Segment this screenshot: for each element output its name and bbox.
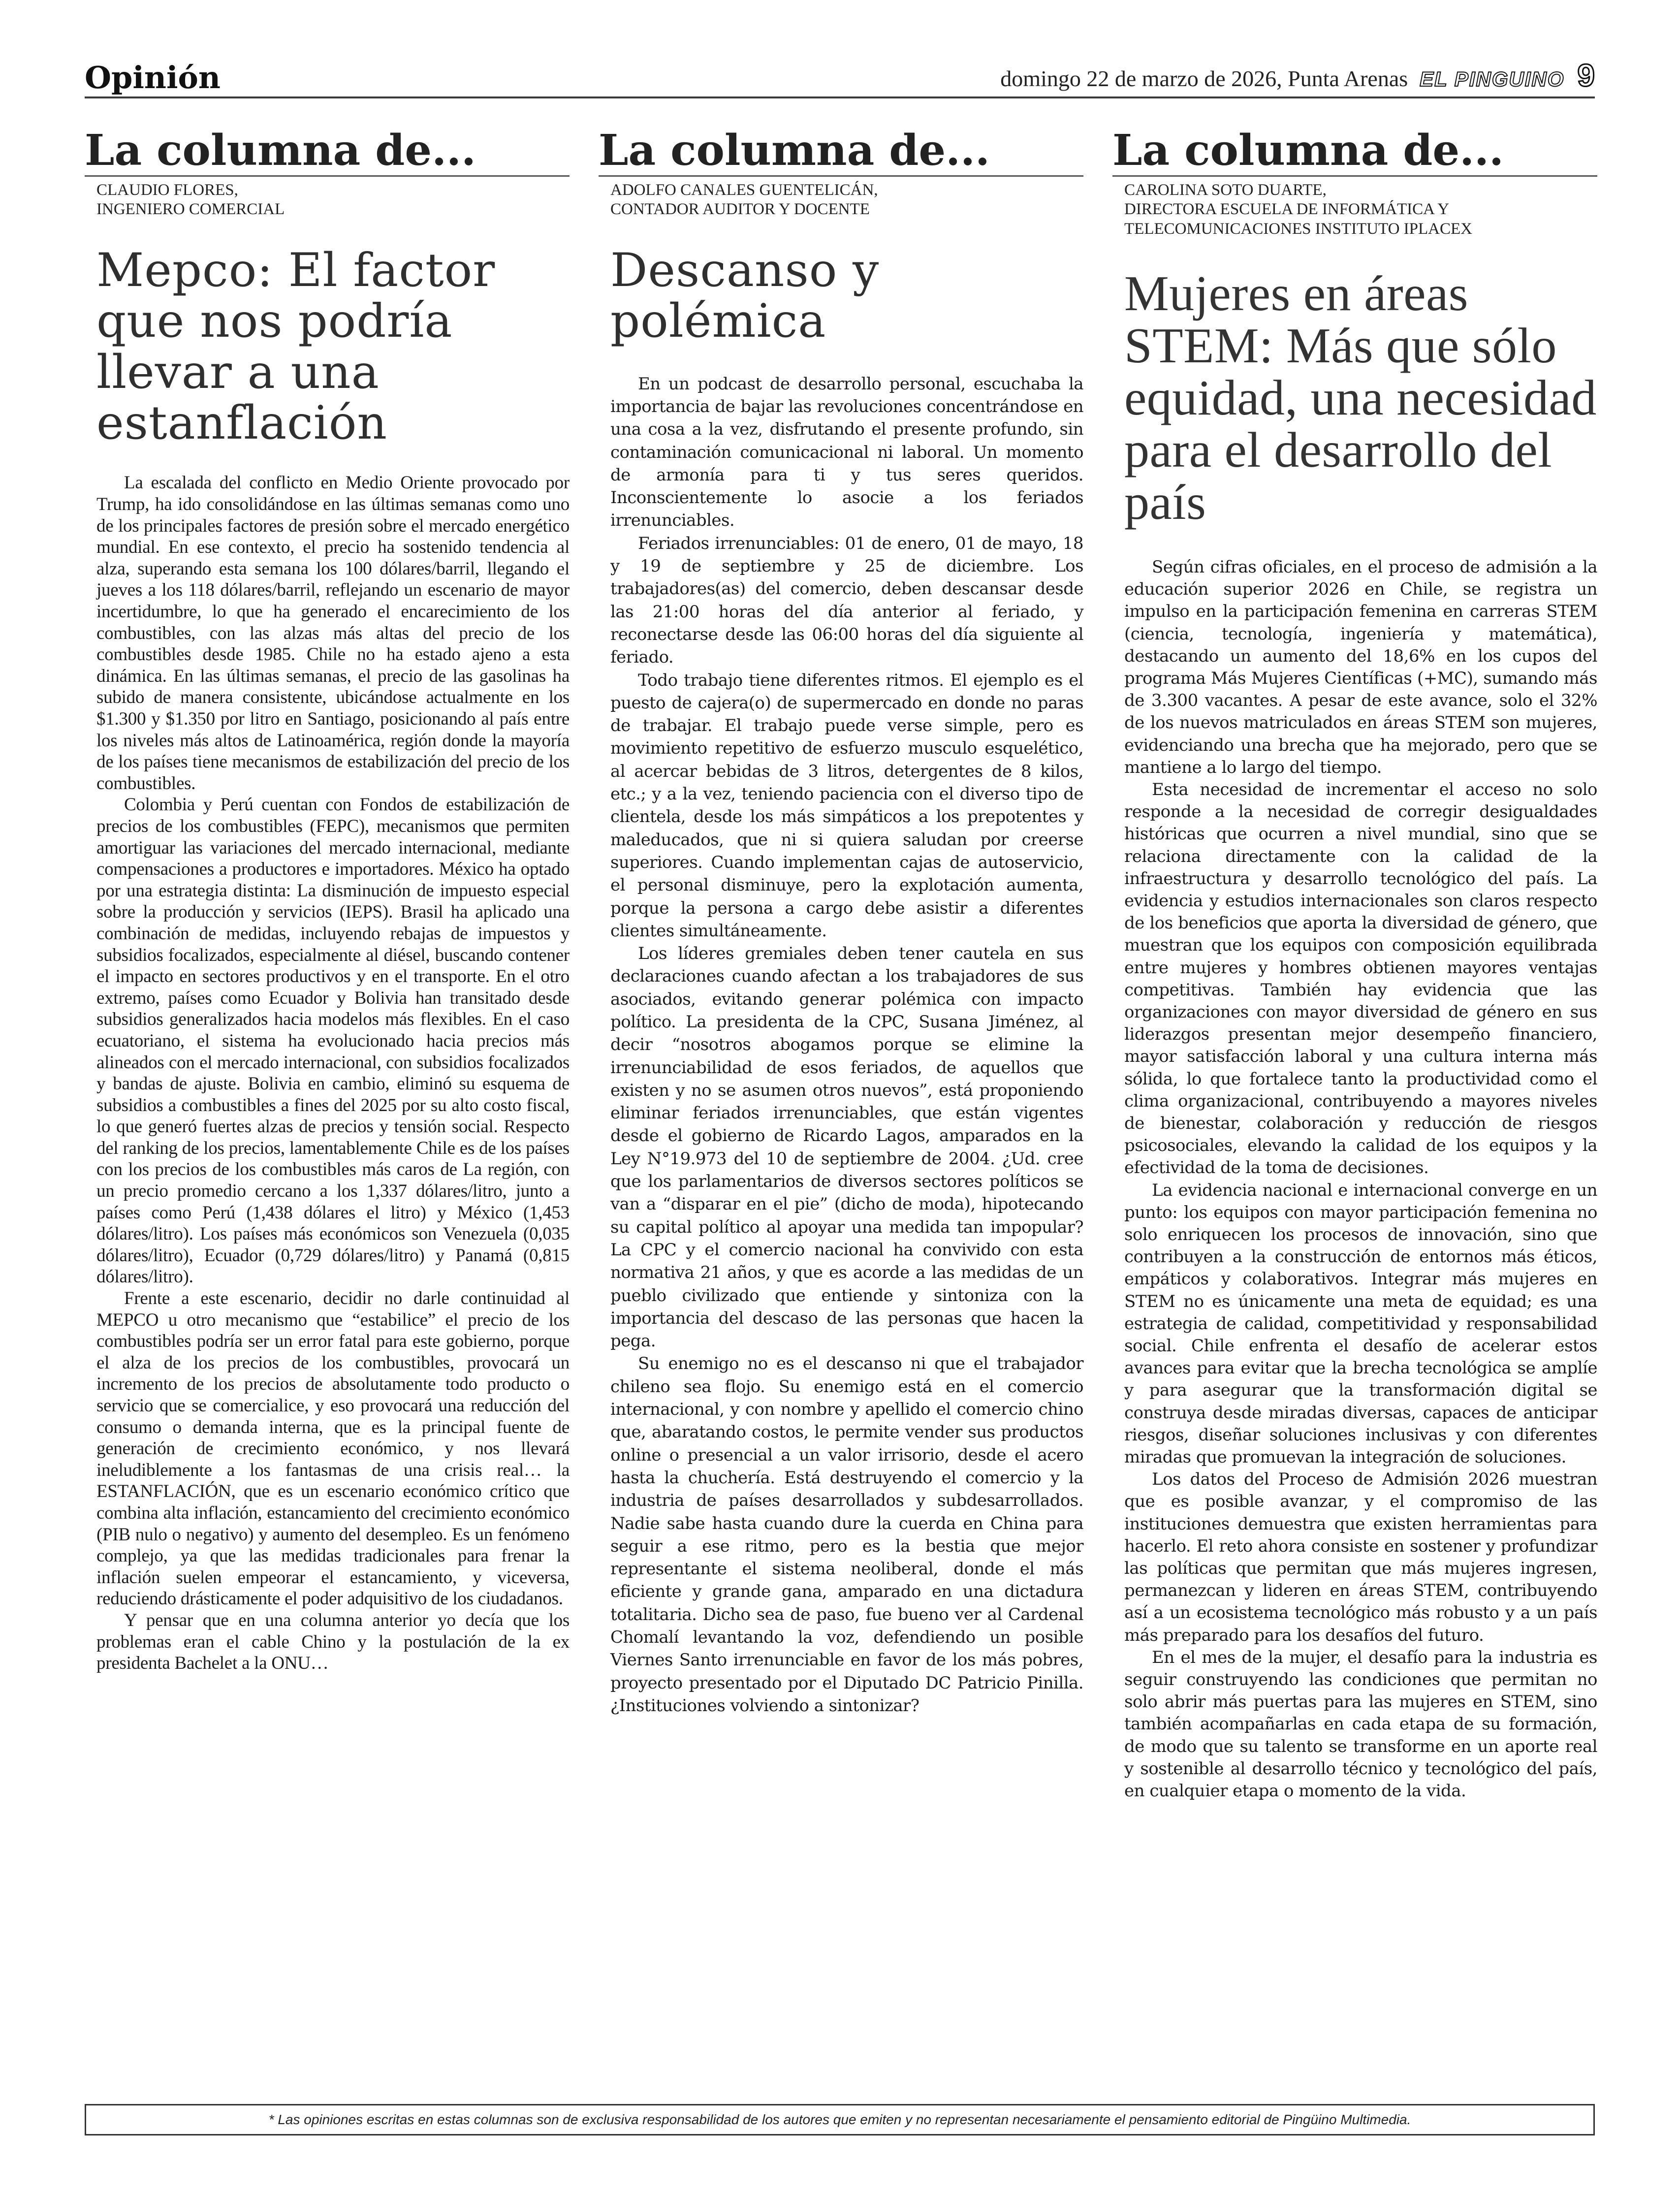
- column-heading: La columna de...: [85, 129, 570, 177]
- column-title: Mepco: El factor que nos podría llevar a una estanflación: [96, 243, 496, 450]
- page-number: 9: [1577, 58, 1595, 93]
- paragraph: Feriados irrenunciables: 01 de enero, 01 de mayo, 18 y 19 de septiembre y 25 de diciembre. Los trabajadores(as) del comercio, deben descansar desde las 21:00 horas del día anterior al feriado, y reconectarse desde las 06:00 horas del día siguiente al feriado.: [610, 533, 1083, 668]
- page-header: [85, 58, 1595, 98]
- paragraph: Colombia y Perú cuentan con Fondos de estabilización de precios de los combustibles (FEPC), mecanismos que permiten amortiguar las variaciones del mercado internacional, mediante compensaciones a productores e importadores. México ha optado por una estrategia distinta: La disminución de impuesto especial sobre la producción y servicios (IEPS). Brasil ha aplicado una combinación de medidas, incluyendo rebajas de impuestos y subsidios focalizados, especialmente al diésel, buscando contener el impacto en sectores productivos y en el transporte. En el otro extremo, países como Ecuador y Bolivia han transitado desde subsidios generalizados hacia modelos más flexibles. En el caso ecuatoriano, el sistema ha evolucionado hacia precios más alineados con el mercado internacional, con subsidios focalizados y bandas de ajuste. Bolivia en cambio, eliminó su esquema de subsidios a combustibles a fines del 2025 por su alto costo fiscal, lo que generó fuertes alzas de precios y tensión social. Respecto del ranking de los precios, lamentablemente Chile es de los países con los precios de los combustibles más caros de La región, con un precio promedio cercano a los 1,337 dólares/litro, junto a países como Perú (1,438 dólares el litro) y México (1,453 dólares/litro). Los países más económicos son Venezuela (0,035 dólares/litro), Ecuador (0,729 dólares/litro) y Panamá (0,815 dólares/litro).: [96, 795, 570, 1287]
- opinion-column-canales: [599, 126, 1083, 1717]
- author-name: ADOLFO CANALES GUENTELICÁN,: [610, 181, 878, 199]
- newspaper-logo: EL PINGUINO: [1420, 67, 1565, 91]
- opinion-column-soto: [1112, 126, 1597, 1802]
- author-role: INGENIERO COMERCIAL: [96, 200, 285, 219]
- paragraph: Frente a este escenario, decidir no darle continuidad al MEPCO u otro mecanismo que “estabilice” el precio de los combustibles podría ser un error fatal para este gobierno, porque el alza de los precios de los combustibles, provocará un incremento de los precios de absolutamente todo producto o servicio que se comercialice, y eso provocará una reducción del consumo o demanda interna, que es la principal fuente de generación de crecimiento económico, y nos llevará ineludiblemente a los fantasmas de una crisis real… la ESTANFLACIÓN, que es un escenario económico crítico que combina alta inflación, estancamiento del crecimiento económico (PIB nulo o negativo) y aumento del desempleo. Es un fenómeno complejo, ya que las medidas tradicionales para frenar la inflación suelen empeorar el estancamiento, y viceversa, reduciendo drásticamente el poder adquisitivo de los ciudadanos.: [96, 1288, 570, 1609]
- opinion-column-flores: [85, 126, 570, 1674]
- author-role: CONTADOR AUDITOR Y DOCENTE: [610, 200, 870, 219]
- paragraph: La escalada del conflicto en Medio Oriente provocado por Trump, ha ido consolidándose en las últimas semanas como uno de los principales factores de presión sobre el mercado energético mundial. En ese contexto, el precio ha sostenido tendencia al alza, superando esta semana los 100 dólares/barril, llegando el jueves a los 118 dólares/barril, reflejando un escenario de mayor incertidumbre, lo que ha generado el encarecimiento de los combustibles, con las alzas más altas del precio de los combustibles desde 1985. Chile no ha estado ajeno a esta dinámica. En las últimas semanas, el precio de las gasolinas ha subido de manera consistente, ubicándose actualmente en los $1.300 y $1.350 por litro en Santiago, posicionando al país entre los niveles más altos de Latinoamérica, región donde la mayoría de los países tiene mecanismos de estabilización del precio de los combustibles.: [96, 473, 570, 794]
- paragraph: Y pensar que en una columna anterior yo decía que los problemas eran el cable Chino y la postulación de la ex presidenta Bachelet a la ONU…: [96, 1610, 570, 1674]
- column-body: [96, 472, 570, 1674]
- author-role: DIRECTORA ESCUELA DE INFORMÁTICA Y TELECOMUNICACIONES INSTITUTO IPLACEX: [1124, 200, 1473, 238]
- author-byline: [96, 181, 570, 220]
- column-title: Descanso y polémica: [610, 243, 880, 349]
- section-title: Opinión: [85, 60, 221, 96]
- header-dateline-group: [1000, 57, 1595, 94]
- paragraph: Los datos del Proceso de Admisión 2026 muestran que es posible avanzar, y el compromiso de las instituciones demuestra que existen herramientas para hacerlo. El reto ahora consiste en sostener y profundizar las políticas que permitan que más mujeres ingresen, permanezcan y lideren en áreas STEM, contribuyendo así a un ecosistema tecnológico más robusto y a un país más preparado para los desafíos del futuro.: [1124, 1469, 1597, 1645]
- column-heading: La columna de...: [599, 129, 1083, 177]
- column-body: [610, 373, 1083, 1718]
- author-byline: [1124, 181, 1597, 239]
- dateline: domingo 22 de marzo de 2026, Punta Arenas: [1000, 66, 1408, 91]
- editorial-disclaimer: * Las opiniones escritas en estas columnas son de exclusiva responsabilidad de los autores que emiten y no representan necesariamente el pensamiento editorial de Pingüino Multimedia.: [85, 2104, 1595, 2135]
- paragraph: Según cifras oficiales, en el proceso de admisión a la educación superior 2026 en Chile, se registra un impulso en la participación femenina en carreras STEM (ciencia, tecnología, ingeniería y matemática), destacando un aumento del 18,6% en los cupos del programa Más Mujeres Científicas (+MC), sumando más de 3.300 vacantes. A pesar de este avance, solo el 32% de los nuevos matriculados en áreas STEM son mujeres, evidenciando una brecha que ha mejorado, pero que se mantiene a lo largo del tiempo.: [1124, 557, 1597, 777]
- paragraph: En el mes de la mujer, el desafío para la industria es seguir construyendo las condiciones que permitan no solo abrir más puertas para las mujeres en STEM, sino también acompañarlas en cada etapa de su formación, de modo que su talento se transforme en un aporte real y sostenible al desarrollo técnico y tecnológico del país, en cualquier etapa o momento de la vida.: [1124, 1647, 1597, 1801]
- paragraph: Los líderes gremiales deben tener cautela en sus declaraciones cuando afectan a los trabajadores de sus asociados, evitando generar polémica con impacto político. La presidenta de la CPC, Susana Jiménez, al decir “nosotros abogamos porque se elimine la irrenunciabilidad de esos feriados, de aquellos que existen y no se asumen otros nuevos”, está proponiendo eliminar feriados irrenunciables, que están vigentes desde el gobierno de Ricardo Lagos, amparados en la Ley N°19.973 del 10 de septiembre de 2004. ¿Ud. cree que los parlamentarios de diversos sectores políticos se van a “disparar en el pie” (dicho de moda), hipotecando su capital político al apoyar una medida tan impopular? La CPC y el comercio nacional ha convivido con esta normativa 21 años, y que es acorde a las medidas de un pueblo civilizado que entiende y sintoniza con la importancia del descaso de las personas que hacen la pega.: [610, 944, 1083, 1351]
- column-heading: La columna de...: [1112, 129, 1597, 177]
- paragraph: En un podcast de desarrollo personal, escuchaba la importancia de bajar las revoluciones concentrándose en una cosa a la vez, disfrutando el presente profundo, sin contaminación comunicacional ni laboral. Un momento de armonía para ti y tus seres queridos. Inconscientemente lo asocie a los feriados irrenunciables.: [610, 374, 1083, 531]
- author-name: CAROLINA SOTO DUARTE,: [1124, 181, 1327, 199]
- author-name: CLAUDIO FLORES,: [96, 181, 238, 199]
- author-byline: [610, 181, 1083, 220]
- paragraph: Todo trabajo tiene diferentes ritmos. El ejemplo es el puesto de cajera(o) de supermercado en donde no paras de trabajar. El trabajo puede verse simple, pero es movimiento repetitivo de esfuerzo musculo esquelético, al acercar bebidas de 3 litros, detergentes de 8 kilos, etc.; y a la vez, teniendo paciencia con el diverso tipo de clientela, desde los más simpáticos a los prepotentes y maleducados, que ni si quiera saludan por creerse superiores. Cuando implementan cajas de autoservicio, el personal disminuye, pero la explotación aumenta, porque la persona a cargo debe asistir a diferentes clientes simultáneamente.: [610, 670, 1083, 941]
- column-body: [1124, 556, 1597, 1802]
- paragraph: Su enemigo no es el descanso ni que el trabajador chileno sea flojo. Su enemigo está en el comercio internacional, y con nombre y apellido el comercio chino que, abaratando costos, le permite vender sus productos online o presencial a un valor irrisorio, desde el acero hasta la chuchería. Está destruyendo el comercio y la industria de países desarrollados y subdesarrollados. Nadie sabe hasta cuando dure la cuerda en China para seguir a ese ritmo, pero es la bestia que mejor representante el sistema neoliberal, donde el más eficiente y grande gana, amparado en una dictadura totalitaria. Dicho sea de paso, fue bueno ver al Cardenal Chomalí levantando la voz, defendiendo un posible Viernes Santo irrenunciable en favor de los más pobres, proyecto presentado por el Diputado DC Patricio Pinilla. ¿Instituciones volviendo a sintonizar?: [610, 1354, 1083, 1716]
- column-title: Mujeres en áreas STEM: Más que sólo equidad, una necesidad para el desarrollo del país: [1124, 265, 1597, 530]
- paragraph: La evidencia nacional e internacional converge en un punto: los equipos con mayor participación femenina no solo enriquecen los procesos de innovación, sino que contribuyen a la construcción de entornos más éticos, empáticos y colaborativos. Integrar más mujeres en STEM no es únicamente una meta de equidad; es una estrategia de calidad, competitividad y responsabilidad social. Chile enfrenta el desafío de acelerar estos avances para evitar que la brecha tecnológica se amplíe y para asegurar que la transformación digital se construya desde miradas diversas, capaces de anticipar riesgos, diseñar soluciones inclusivas y con diferentes miradas que promuevan la integración de soluciones.: [1124, 1180, 1597, 1467]
- paragraph: Esta necesidad de incrementar el acceso no solo responde a la necesidad de corregir desigualdades históricas que ocurren a nivel mundial, sino que se relaciona directamente con la calidad de la infraestructura y desarrollo tecnológico del país. La evidencia y estudios internacionales son claros respecto de los beneficios que aporta la diversidad de género, que muestran que los equipos con composición equilibrada entre mujeres y hombres obtienen mayores ventajas competitivas. También hay evidencia que las organizaciones con mayor diversidad de género en sus liderazgos presentan mejor desempeño financiero, mayor satisfacción laboral y una cultura interna más sólida, lo que fortalece tanto la productividad como el clima organizacional, contribuyendo a mayores niveles de bienestar, colaboración y reducción de riesgos psicosociales, elevando la calidad de los equipos y la efectividad de la toma de decisiones.: [1124, 779, 1597, 1178]
